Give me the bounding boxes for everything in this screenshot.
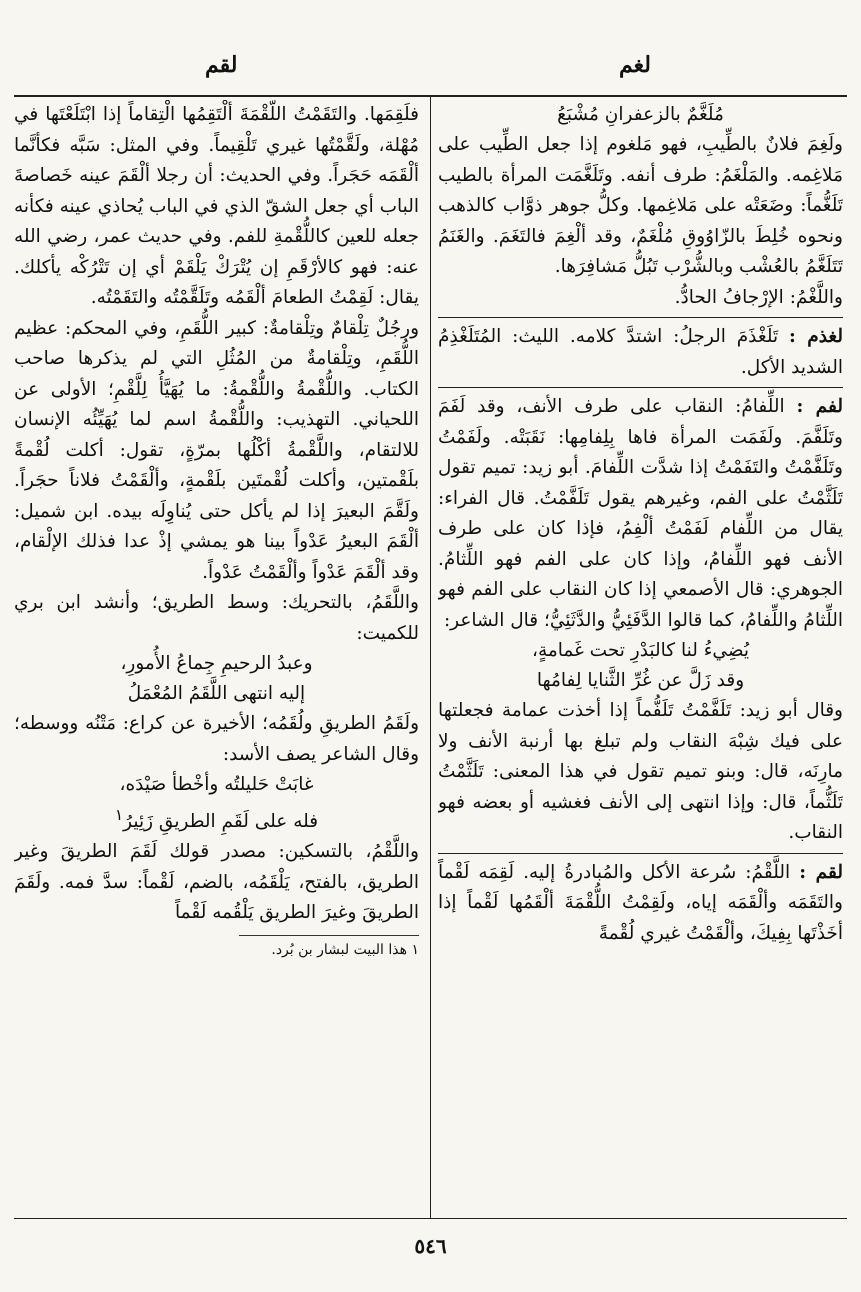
headword: لقم : [799, 861, 843, 883]
verse-line [14, 800, 419, 837]
verse-line: وعبدُ الرحيمِ جِماعُ الأُمورِ، [120, 653, 313, 674]
footnote-rule [239, 935, 419, 936]
right-column [438, 100, 843, 1215]
running-head-left: لقم [205, 52, 238, 78]
paragraph: فلَقِمَها. والتَقَمْتُ اللُّقْمَةَ ألْتَقِمُها الْتِقاماً إذا ابْتَلَعْتَها في مُهْلة، ولَقَّمْتُها غيري تَلْقِيماً. وفي المثل: سَبَّه فكأنَّما ألْقَمَه حَجَراً. وفي الحديث: أن رجلا ألْقَمَ عينه خَصاصةَ الباب أي جعل الشقّ الذي في الباب يُحاذي عينه فكأنه جعله للعين كاللُّقْمةِ للفم. وفي حديث عمر، رضي الله عنه: فهو كالأرْقَمِ إن يُتْرَكْ يَلْقَمْ أي إن تَتْرُكْه يأكلك. يقال: لَقِمْتُ الطعامَ ألْقَمُه وتَلَقَّمْتُه والتَقَمْتُه. [14, 104, 419, 308]
verse-text: فله على لَقَمِ الطريقِ زَئِيرُ [123, 811, 319, 833]
paragraph: ولَغِمَ فلانٌ بالطِّيبِ، فهو مَلغوم إذا جعل الطِّيب على مَلاغِمه. والمَلْغَمُ: طرف أنفه. وتَلَغَّمَت المرأة بالطيب تَلَغُّماً: وضَعَتْه على مَلاغِمها. وكلُّ جوهر ذوَّاب كالذهب ونحوه خُلِطَ بالزّاوُوقِ مُلْغَمٌ، وقد ألْغِمَ فالتَغَمَ. والغَنَمُ تَتَلَغَّمُ بالعُشْب وبالشُّرْب تَبُلُّ مَشافِرَها. [438, 134, 843, 277]
running-head-right: لغم [619, 52, 651, 78]
paragraph: واللَّغْمُ: الإرْجافُ الحادُّ. [674, 286, 843, 308]
verse-line: مُلَغَّمٌ بالزعفرانِ مُشْبَعُ [557, 104, 724, 125]
headword: لفم : [796, 396, 843, 417]
entry-text: اللَّقْمُ: سُرعة الأكل والمُبادرةُ إليه. لَقِمَه لَقْماً والتَقَمَه وألْقَمَه إياه، ولَقِمْتُ اللُّقْمَةَ ألْقَمُها لَقْماً إذا أخَذْتَها بِفِيكَ، وألْقَمْتُ غيري لُقْمةً [438, 861, 843, 944]
entry-text: اللِّفامُ: النقاب على طرف الأنف، وقد لَفَمَ وتَلَفَّمَ. ولَفَمَت المرأة فاها بِلِفامِها: نَقَبَتْه. ولَفَمْتُ وتَلَفَّمْتُ والتَفَمْتُ إذا شدَّت اللِّفامَ. أبو زيد: تميم تقول تَلَثَّمْتُ على الفم، وغيرهم يقول تَلَفَّمْتُ. قال الفراء: يقال من اللِّفام لَفَمْتُ ألْفِمُ، فإذا كان على طرف الأنف فهو اللِّفامُ، وإذا كان على الفم فهو اللِّثامُ. الجوهري: قال الأصمعي إذا كان النقاب على الفم فهو اللِّثامُ واللِّفامُ، كما قالوا الدَّفَئِيُّ والدَّثَئِيُّ؛ قال الشاعر: [438, 396, 843, 631]
verse-line: غابَتْ حَليلتُه وأخْطأ صَيْدَه، [119, 774, 314, 795]
left-column [14, 100, 419, 1215]
paragraph: ورجُلٌ تِلْقامٌ وتِلْقامةٌ: كبير اللُّقَمِ، وفي المحكم: عظيم اللُّقَمِ، وتِلْقامةٌ من المُثُلِ التي لم يذكرها صاحب الكتاب. واللُّقْمةُ واللُّقْمةُ: ما يُهَيَّأُ لِلَّقْمِ؛ الأولى عن اللحياني. التهذيب: واللُّقْمةُ اسم لما يُهَيِّئُه الإنسان للالتقام، واللَّقْمةُ أكْلُها بمرّةٍ، تقول: أكلت لُقْمةً بلَقْمتين، وأكلت لُقْمتَين بلَقْمةٍ، وألْقَمْتُ فلاناً حجَراً. ولَقَّمَ البعيرَ إذا لم يأكل حتى يُناوِلَه بيده. ابن شميل: ألْقَمَ البعيرُ عَدْواً بينا هو يمشي إذْ عدا فذلك الإلْقام، وقد ألْقَمَ عَدْواً وألْقَمْتُ عَدْواً. [14, 317, 419, 583]
entry-lqm [438, 853, 843, 950]
entry-lfm [438, 387, 843, 849]
paragraph: وقال أبو زيد: تَلَفَّمْتُ تَلَفُّماً إذا أخذت عمامة فجعلتها على فيك شِبْهَ النقاب ولم تبلغ بها أرنبة الأنف ولا مارِنَه، قال: وبنو تميم تقول في هذا المعنى: تَلَثَّمْتُ تَلَثُّماً، قال: وإذا انتهى إلى الأنف فغشيه أو بعضه فهو النقاب. [438, 700, 843, 843]
footnote: ١ هذا البيت لبشار بن بُرد. [271, 941, 419, 958]
footnote-marker: ١ [114, 806, 124, 824]
paragraph: ولَقَمُ الطريقِ ولُقَمُه؛ الأخيرة عن كراع: مَتْنُه ووسطه؛ وقال الشاعر يصف الأسد: [14, 713, 419, 765]
entry-lghdm [438, 317, 843, 383]
paragraph: واللَّقَمُ، بالتحريك: وسط الطريق؛ وأنشد ابن بري للكميت: [14, 592, 419, 644]
column-divider [430, 95, 431, 1219]
verse-line: يُضِيءُ لنا كالبَدْرِ تحت غَمامةٍ، [531, 640, 750, 661]
verse-line: وقد زَلَّ عن غُرِّ الثَّنايا لِفامُها [536, 670, 745, 691]
entry-text: تَلَغْذَمَ الرجلُ: اشتدَّ كلامه. الليث: المُتَلَغْذِمُ الشديد الأكل. [438, 326, 843, 378]
footer-rule [14, 1218, 847, 1219]
verse-line: إليه انتهى اللَّقَمُ المُعْمَلُ [127, 683, 306, 704]
headword: لغذم : [788, 326, 843, 347]
page-number: ٥٤٦ [414, 1234, 447, 1258]
paragraph: واللَّقْمُ، بالتسكين: مصدر قولك لَقَمَ الطريقَ وغير الطريق، بالفتح، يَلْقَمُه، بالضم، لَقْماً: سدَّ فمه. ولَقَمَ الطريقَ وغيرَ الطريق يَلْقُمه لَقْماً [14, 841, 419, 924]
